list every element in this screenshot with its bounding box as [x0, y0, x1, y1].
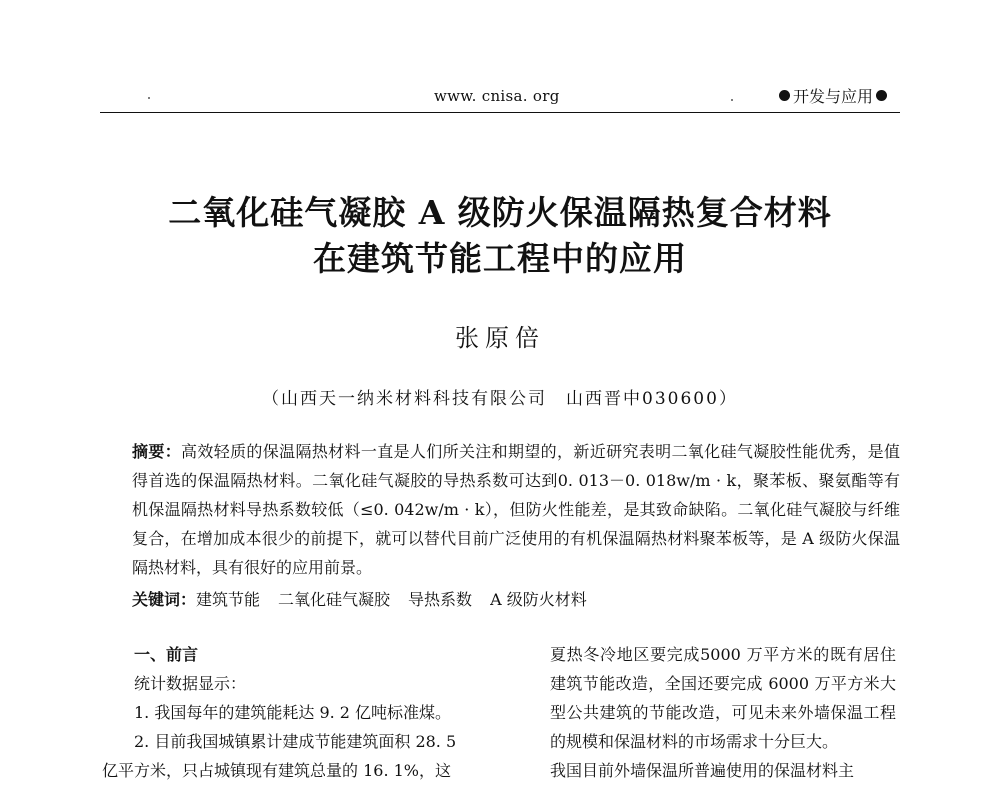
keywords [132, 585, 605, 614]
scan-speck [731, 99, 733, 101]
body-column-left [102, 640, 480, 785]
title-line-2: 在建筑节能工程中的应用 [313, 239, 687, 278]
body-column-right [518, 640, 896, 785]
abstract-text: 高效轻质的保温隔热材料一直是人们所关注和期望的，新近研究表明二氧化硅气凝胶性能优秀，是值得首选的保温隔热材料。二氧化硅气凝胶的导热系数可达到0. 013－0. 018w/m · k，聚苯板、聚氨酯等有机保温隔热材料导热系数较低（≤0. 042w/m · k），但防火性能差，是其致命缺陷。二氧化硅气凝胶与纤维复合，在增加成本很少的前提下，就可以替代目前广泛使用的有机保温隔热材料聚苯板等，是 A 级防火保温隔热材料，具有很好的应用前景。 [132, 442, 900, 577]
bullet-dot-icon [876, 90, 887, 101]
section-heading: 一、前言 [134, 645, 199, 664]
header-url: www. cnisa. org [434, 87, 560, 105]
bullet-dot-icon [779, 90, 790, 101]
header-section-label: 开发与应用 [793, 87, 874, 106]
title-line-1: 二氧化硅气凝胶 A 级防火保温隔热复合材料 [168, 193, 832, 232]
author-name: 张原倍 [455, 324, 545, 352]
scan-speck [148, 97, 150, 99]
header-section [776, 84, 890, 107]
body-paragraph: 夏热冬冷地区要完成5000 万平方米的既有居住建筑节能改造，全国还要完成 6000 万平方米大型公共建筑的节能改造，可见未来外墙保温工程的规模和保温材料的市场需求十分巨大。 [550, 645, 896, 751]
keyword-item: A 级防火材料 [490, 590, 587, 609]
list-item: 2. 目前我国城镇累计建成节能建筑面积 28. 5 [134, 732, 457, 751]
keyword-item: 导热系数 [408, 590, 473, 609]
header-rule [100, 112, 900, 113]
list-item: 1. 我国每年的建筑能耗达 9. 2 亿吨标准煤。 [134, 703, 452, 722]
article-title [0, 190, 1000, 282]
abstract [100, 437, 900, 582]
body-paragraph: 我国目前外墙保温所普遍使用的保温材料主 [550, 761, 855, 780]
body-text: 统计数据显示： [134, 674, 247, 693]
body-text: 亿平方米，只占城镇现有建筑总量的 16. 1%，这 [102, 761, 452, 780]
abstract-label: 摘要： [132, 442, 182, 461]
keywords-label: 关键词： [132, 590, 197, 609]
keyword-item: 二氧化硅气凝胶 [278, 590, 391, 609]
author-affiliation: （山西天一纳米材料科技有限公司 山西晋中030600） [262, 389, 738, 409]
abstract-paragraph [100, 437, 900, 582]
keyword-item: 建筑节能 [196, 590, 261, 609]
